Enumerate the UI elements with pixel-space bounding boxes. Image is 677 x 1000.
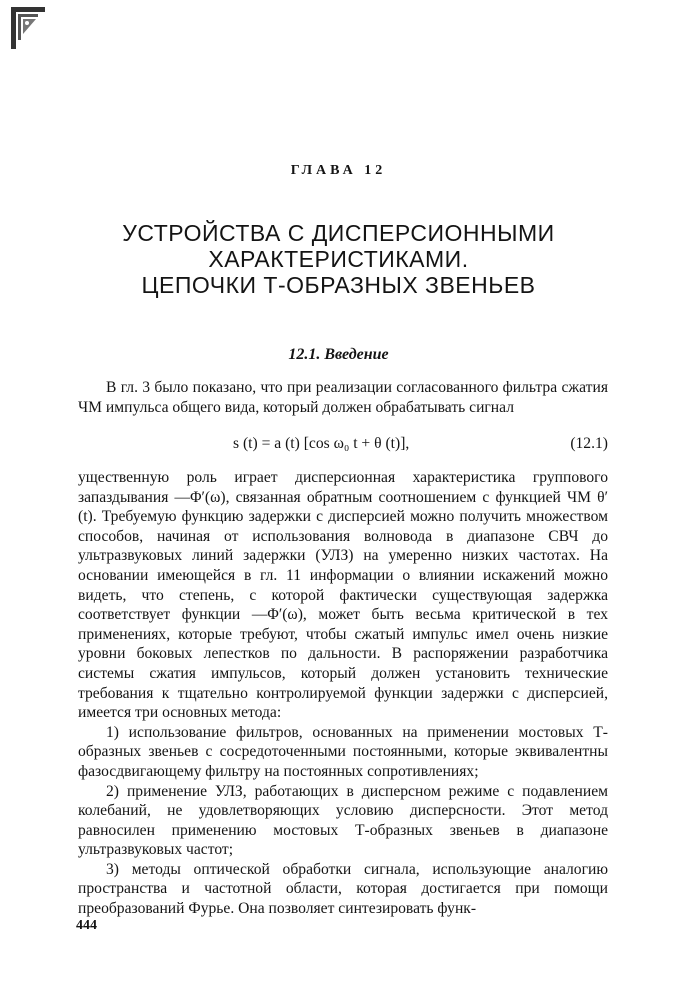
method-item-1: 1) использование фильтров, основанных на применении мостовых Т-образных звеньев с сосредоточенными постоянными, которые эквивалентны фазосдвигающему фильтру на постоянных сопротивлениях; xyxy=(78,723,608,780)
section-heading: 12.1. Введение xyxy=(288,346,389,363)
method-item-2: 2) применение УЛЗ, работающих в дисперсном режиме с подавлением колебаний, не удовлетворяющих условию дисперсности. Этот метод равносилен применению мостовых Т-образных звеньев в диапазоне ультразвуковых частот; xyxy=(78,782,608,859)
main-text-block xyxy=(78,468,608,919)
intro-paragraph: В гл. 3 было показано, что при реализации согласованного фильтра сжатия ЧМ импульса общего вида, который должен обрабатывать сигнал xyxy=(78,379,608,416)
page-number: 444 xyxy=(76,918,97,933)
chapter-title-line-1: УСТРОЙСТВА С ДИСПЕРСИОННЫМИ xyxy=(122,220,555,246)
chapter-title-line-2: ХАРАКТЕРИСТИКАМИ. xyxy=(208,246,469,272)
chapter-title-line-3: ЦЕПОЧКИ Т-ОБРАЗНЫХ ЗВЕНЬЕВ xyxy=(141,272,536,298)
formula-expression: s (t) = a (t) [cos ω₀ t + θ (t)], xyxy=(233,435,410,452)
main-paragraph: ущественную роль играет дисперсионная характеристика группового запаздывания —Φ′(ω), связанная обратным соотношением с функцией ЧМ θ′(t). Требуемую функцию задержки с дисперсией можно получить множеством способов, начиная от использования волновода в диапазоне СВЧ до ультразвуковых линий задержки (УЛЗ) на умеренно низких частотах. На основании имеющейся в гл. 11 информации о влиянии искажений можно видеть, что степень, с которой фактически существующая задержка соответствует функции —Φ′(ω), может быть весьма критической в тех применениях, которые требуют, чтобы сжатый импульс имел очень низкие уровни боковых лепестков по дальности. В распоряжении разработчика системы сжатия импульсов, который должен установить технические требования к тщательно контролируемой функции задержки с дисперсией, имеется три основных метода: xyxy=(78,469,608,722)
intro-block xyxy=(78,378,608,417)
chapter-title xyxy=(0,220,677,298)
chapter-label: ГЛАВА 12 xyxy=(290,163,387,178)
method-item-3: 3) методы оптической обработки сигнала, использующие аналогию пространства и частотной области, которая достигается при помощи преобразований Фурье. Она позволяет синтезировать функ- xyxy=(78,860,608,918)
formula-number: (12.1) xyxy=(570,435,608,452)
formula xyxy=(78,435,608,457)
corner-ornament xyxy=(10,6,46,50)
